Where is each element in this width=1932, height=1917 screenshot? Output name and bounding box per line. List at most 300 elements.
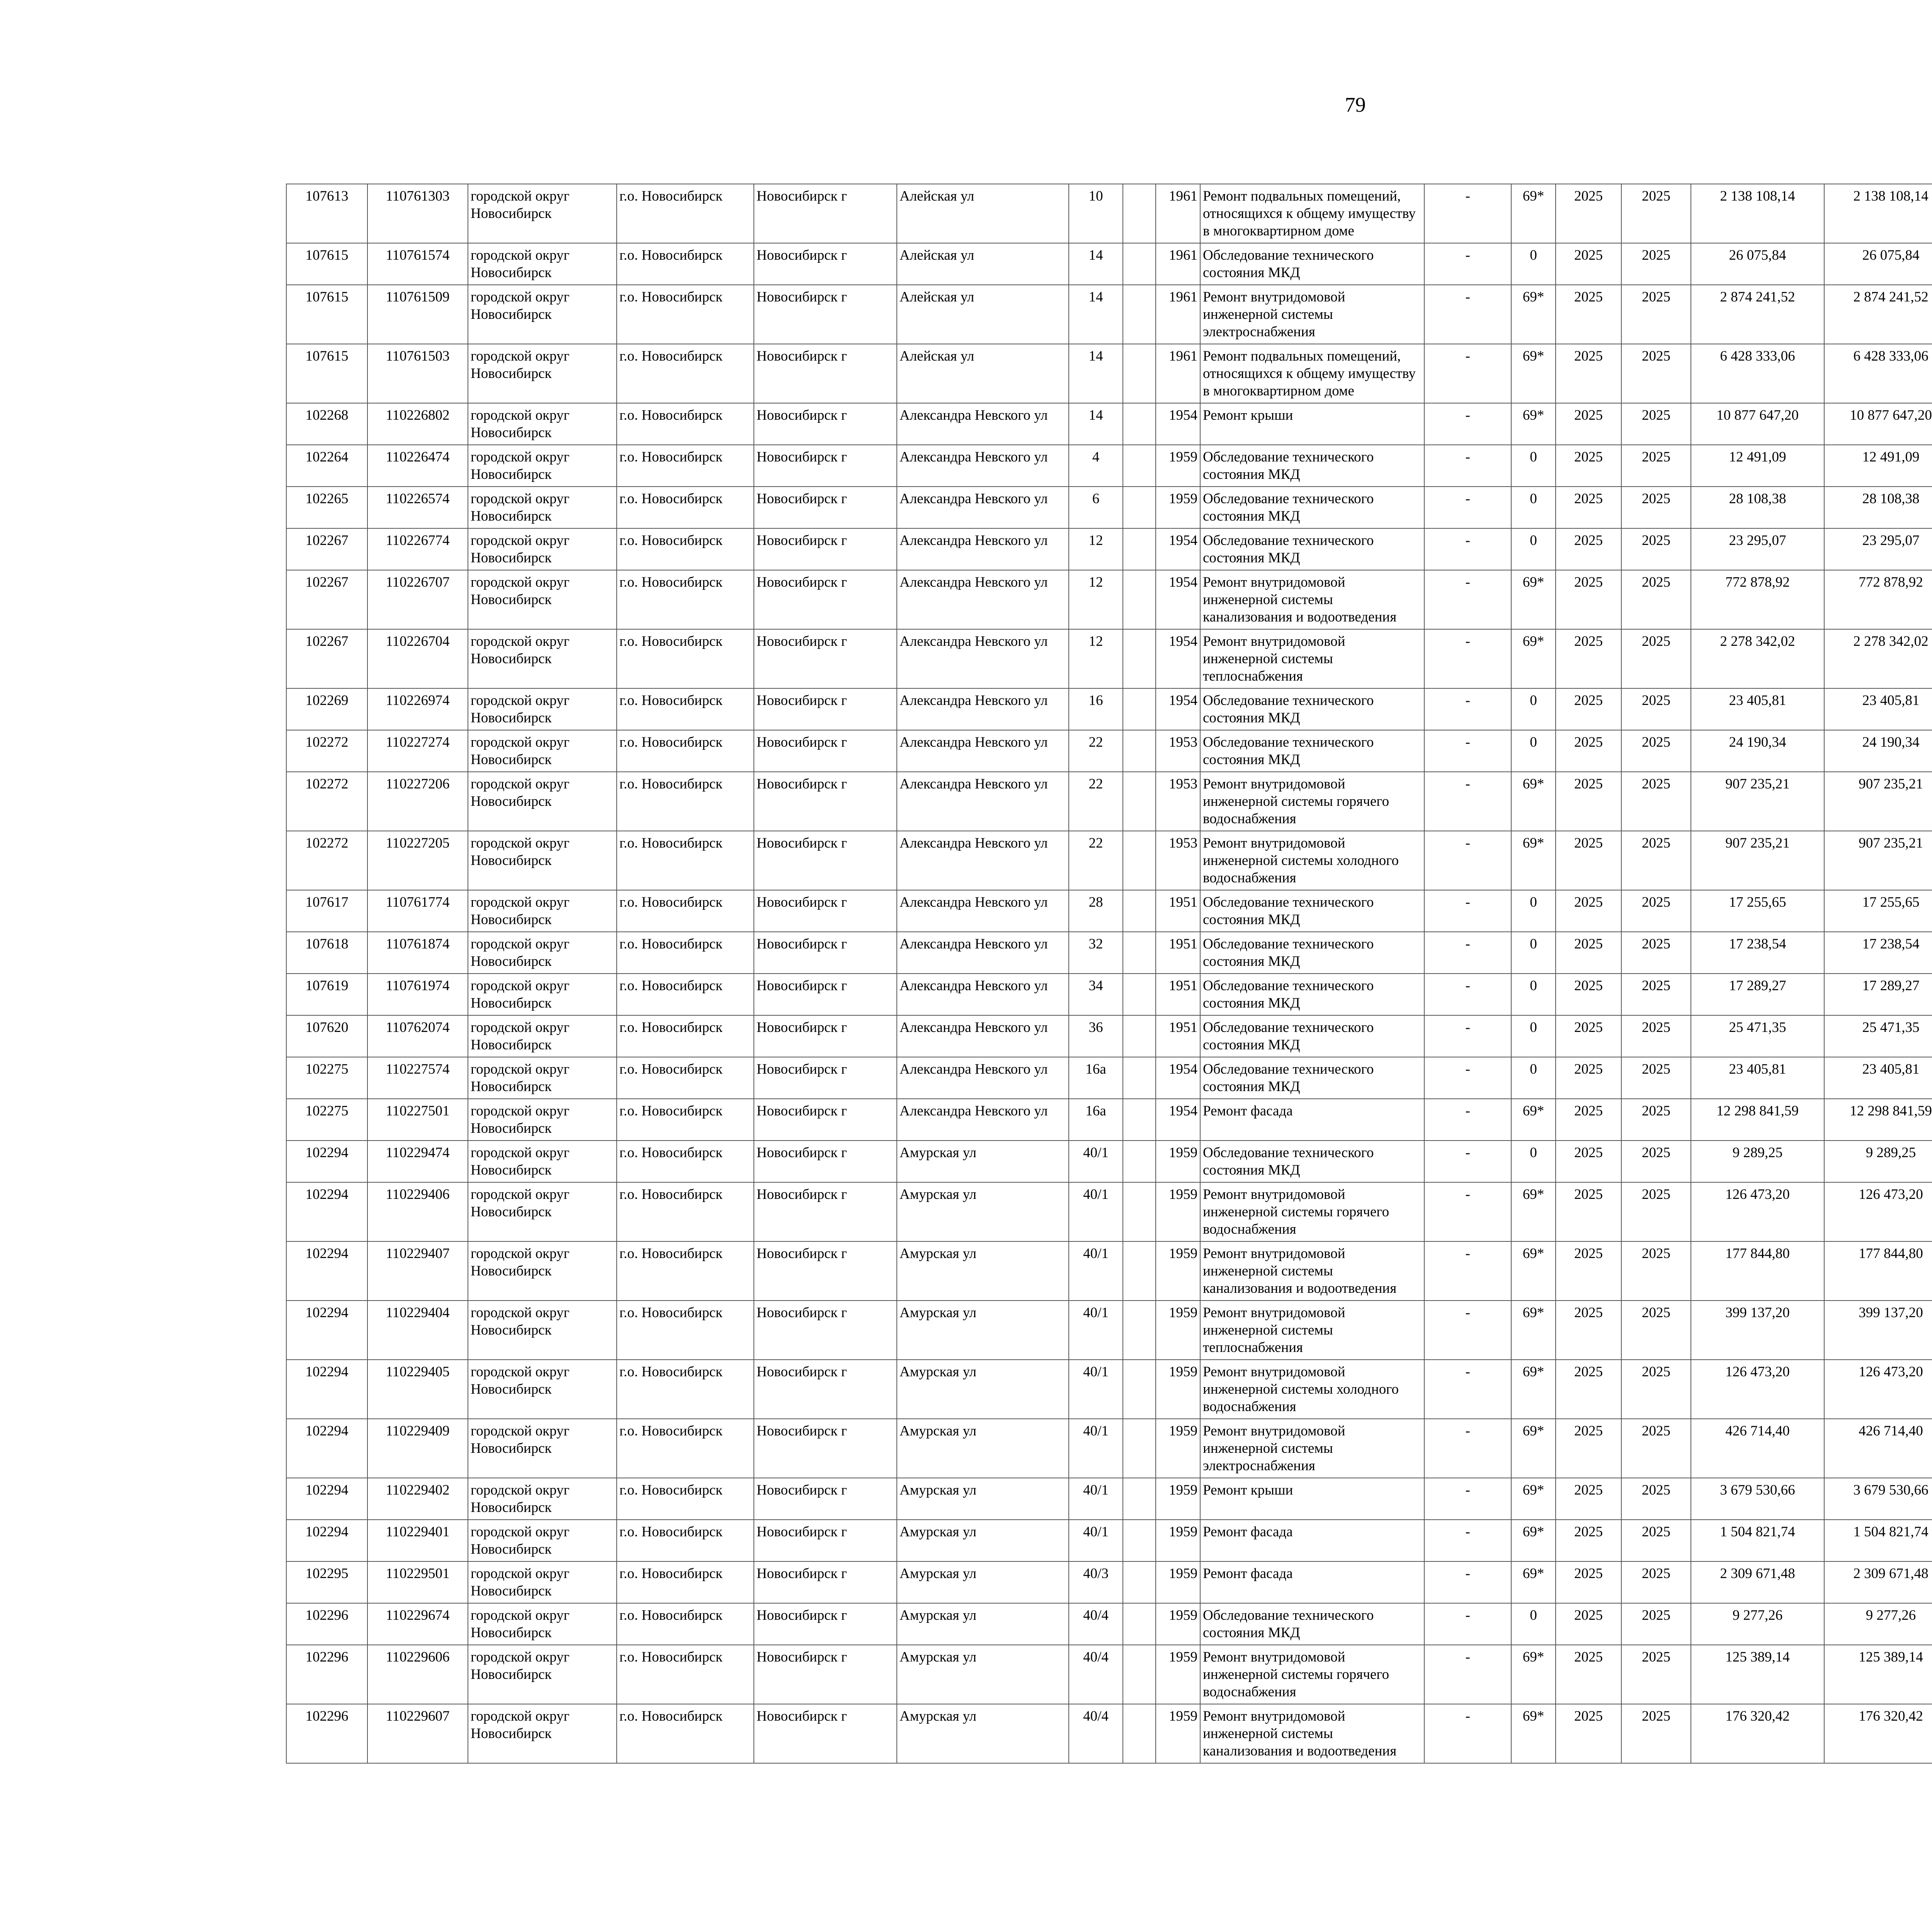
cell-house-number: 40/4 [1069, 1603, 1123, 1645]
cell-year-end: 2025 [1621, 487, 1691, 528]
cell-city-district: г.о. Новосибирск [617, 629, 754, 688]
cell-year-built: 1954 [1156, 629, 1200, 688]
cell-fund-cost: 907 235,21 [1824, 831, 1932, 890]
cell-year-start: 2025 [1556, 1301, 1621, 1360]
cell-house-id: 102294 [286, 1241, 367, 1301]
cell-work-id: 110229405 [367, 1360, 468, 1419]
cell-year-end: 2025 [1621, 184, 1691, 243]
table-row [286, 932, 1932, 974]
cell-building [1123, 831, 1156, 890]
cell-street: Алейская ул [897, 243, 1069, 285]
cell-city-district: г.о. Новосибирск [617, 1520, 754, 1561]
cell-city-district: г.о. Новосибирск [617, 1099, 754, 1141]
cell-work-type: Ремонт внутридомовой инженерной системы горячего водоснабжения [1200, 1645, 1424, 1704]
cell-wear-percent: 69* [1511, 1478, 1556, 1520]
cell-col-dash: - [1424, 285, 1511, 344]
cell-settlement: Новосибирск г [754, 890, 897, 932]
cell-total-cost: 1 504 821,74 [1691, 1520, 1824, 1561]
cell-work-id: 110226704 [367, 629, 468, 688]
cell-year-start: 2025 [1556, 1015, 1621, 1057]
cell-col-dash: - [1424, 772, 1511, 831]
cell-col-dash: - [1424, 445, 1511, 487]
table-row [286, 1301, 1932, 1360]
cell-total-cost: 399 137,20 [1691, 1301, 1824, 1360]
cell-building [1123, 1360, 1156, 1419]
table-row [286, 1419, 1932, 1478]
cell-work-id: 110761503 [367, 344, 468, 403]
cell-total-cost: 2 278 342,02 [1691, 629, 1824, 688]
cell-street: Александра Невского ул [897, 1099, 1069, 1141]
cell-work-type: Ремонт внутридомовой инженерной системы канализования и водоотведения [1200, 1704, 1424, 1763]
cell-col-dash: - [1424, 570, 1511, 629]
cell-fund-cost: 23 295,07 [1824, 528, 1932, 570]
cell-year-start: 2025 [1556, 1478, 1621, 1520]
cell-total-cost: 17 238,54 [1691, 932, 1824, 974]
cell-work-type: Ремонт внутридомовой инженерной системы электроснабжения [1200, 285, 1424, 344]
cell-wear-percent: 69* [1511, 1561, 1556, 1603]
cell-year-start: 2025 [1556, 629, 1621, 688]
cell-total-cost: 28 108,38 [1691, 487, 1824, 528]
cell-year-end: 2025 [1621, 285, 1691, 344]
cell-house-id: 102296 [286, 1704, 367, 1763]
cell-street: Александра Невского ул [897, 890, 1069, 932]
cell-wear-percent: 69* [1511, 1360, 1556, 1419]
cell-work-id: 110227206 [367, 772, 468, 831]
cell-total-cost: 126 473,20 [1691, 1360, 1824, 1419]
cell-total-cost: 176 320,42 [1691, 1704, 1824, 1763]
cell-year-start: 2025 [1556, 1141, 1621, 1182]
cell-wear-percent: 69* [1511, 1182, 1556, 1241]
cell-year-built: 1953 [1156, 730, 1200, 772]
cell-settlement: Новосибирск г [754, 1241, 897, 1301]
cell-house-number: 40/3 [1069, 1561, 1123, 1603]
cell-year-built: 1959 [1156, 1141, 1200, 1182]
cell-total-cost: 126 473,20 [1691, 1182, 1824, 1241]
cell-house-id: 107617 [286, 890, 367, 932]
cell-total-cost: 26 075,84 [1691, 243, 1824, 285]
cell-col-dash: - [1424, 1241, 1511, 1301]
cell-work-type: Ремонт подвальных помещений, относящихся к общему имуществу в многоквартирном доме [1200, 344, 1424, 403]
cell-city-district: г.о. Новосибирск [617, 344, 754, 403]
cell-house-id: 102272 [286, 772, 367, 831]
cell-municipality: городской округ Новосибирск [468, 1360, 617, 1419]
cell-work-type: Ремонт крыши [1200, 1478, 1424, 1520]
cell-year-start: 2025 [1556, 932, 1621, 974]
cell-house-id: 102275 [286, 1057, 367, 1099]
cell-city-district: г.о. Новосибирск [617, 688, 754, 730]
cell-fund-cost: 126 473,20 [1824, 1182, 1932, 1241]
cell-city-district: г.о. Новосибирск [617, 1704, 754, 1763]
cell-year-end: 2025 [1621, 629, 1691, 688]
table-row [286, 184, 1932, 243]
cell-col-dash: - [1424, 890, 1511, 932]
cell-house-id: 102294 [286, 1141, 367, 1182]
cell-house-number: 40/1 [1069, 1241, 1123, 1301]
cell-col-dash: - [1424, 487, 1511, 528]
cell-building [1123, 1182, 1156, 1241]
cell-work-type: Обследование технического состояния МКД [1200, 528, 1424, 570]
cell-total-cost: 6 428 333,06 [1691, 344, 1824, 403]
cell-house-number: 4 [1069, 445, 1123, 487]
cell-col-dash: - [1424, 184, 1511, 243]
cell-wear-percent: 69* [1511, 1645, 1556, 1704]
cell-settlement: Новосибирск г [754, 445, 897, 487]
cell-street: Александра Невского ул [897, 629, 1069, 688]
cell-settlement: Новосибирск г [754, 1603, 897, 1645]
cell-fund-cost: 12 491,09 [1824, 445, 1932, 487]
cell-municipality: городской округ Новосибирск [468, 974, 617, 1015]
cell-building [1123, 1301, 1156, 1360]
cell-house-id: 107613 [286, 184, 367, 243]
cell-year-built: 1954 [1156, 1057, 1200, 1099]
cell-city-district: г.о. Новосибирск [617, 730, 754, 772]
cell-wear-percent: 0 [1511, 974, 1556, 1015]
cell-municipality: городской округ Новосибирск [468, 831, 617, 890]
table-row [286, 1561, 1932, 1603]
cell-house-number: 40/4 [1069, 1645, 1123, 1704]
cell-work-id: 110227274 [367, 730, 468, 772]
cell-building [1123, 403, 1156, 445]
cell-col-dash: - [1424, 730, 1511, 772]
cell-settlement: Новосибирск г [754, 1057, 897, 1099]
cell-fund-cost: 9 289,25 [1824, 1141, 1932, 1182]
cell-year-start: 2025 [1556, 1603, 1621, 1645]
cell-year-end: 2025 [1621, 1520, 1691, 1561]
cell-fund-cost: 12 298 841,59 [1824, 1099, 1932, 1141]
cell-wear-percent: 69* [1511, 831, 1556, 890]
table-row [286, 1241, 1932, 1301]
cell-street: Александра Невского ул [897, 1057, 1069, 1099]
cell-work-type: Обследование технического состояния МКД [1200, 487, 1424, 528]
cell-building [1123, 974, 1156, 1015]
cell-municipality: городской округ Новосибирск [468, 445, 617, 487]
cell-year-built: 1951 [1156, 974, 1200, 1015]
cell-fund-cost: 2 138 108,14 [1824, 184, 1932, 243]
cell-work-id: 110229409 [367, 1419, 468, 1478]
cell-fund-cost: 24 190,34 [1824, 730, 1932, 772]
cell-year-end: 2025 [1621, 570, 1691, 629]
cell-work-type: Обследование технического состояния МКД [1200, 932, 1424, 974]
cell-city-district: г.о. Новосибирск [617, 1015, 754, 1057]
cell-municipality: городской округ Новосибирск [468, 1057, 617, 1099]
cell-work-id: 110229474 [367, 1141, 468, 1182]
cell-fund-cost: 23 405,81 [1824, 688, 1932, 730]
cell-wear-percent: 0 [1511, 445, 1556, 487]
cell-year-start: 2025 [1556, 445, 1621, 487]
cell-work-type: Ремонт внутридомовой инженерной системы горячего водоснабжения [1200, 772, 1424, 831]
cell-municipality: городской округ Новосибирск [468, 1015, 617, 1057]
cell-settlement: Новосибирск г [754, 831, 897, 890]
cell-street: Александра Невского ул [897, 1015, 1069, 1057]
cell-work-id: 110229406 [367, 1182, 468, 1241]
cell-total-cost: 9 277,26 [1691, 1603, 1824, 1645]
table-row [286, 243, 1932, 285]
table-row [286, 528, 1932, 570]
table-row [286, 1603, 1932, 1645]
cell-year-end: 2025 [1621, 1241, 1691, 1301]
cell-building [1123, 1419, 1156, 1478]
cell-settlement: Новосибирск г [754, 1182, 897, 1241]
cell-house-number: 16а [1069, 1099, 1123, 1141]
cell-year-end: 2025 [1621, 1704, 1691, 1763]
cell-city-district: г.о. Новосибирск [617, 831, 754, 890]
cell-year-start: 2025 [1556, 974, 1621, 1015]
cell-house-id: 102296 [286, 1645, 367, 1704]
cell-year-end: 2025 [1621, 445, 1691, 487]
cell-settlement: Новосибирск г [754, 1360, 897, 1419]
cell-street: Александра Невского ул [897, 730, 1069, 772]
capital-repair-table [286, 184, 1932, 1764]
cell-total-cost: 426 714,40 [1691, 1419, 1824, 1478]
cell-fund-cost: 28 108,38 [1824, 487, 1932, 528]
cell-settlement: Новосибирск г [754, 403, 897, 445]
cell-col-dash: - [1424, 1182, 1511, 1241]
cell-total-cost: 177 844,80 [1691, 1241, 1824, 1301]
cell-building [1123, 1099, 1156, 1141]
cell-house-id: 102294 [286, 1419, 367, 1478]
cell-street: Александра Невского ул [897, 570, 1069, 629]
cell-municipality: городской округ Новосибирск [468, 1520, 617, 1561]
cell-building [1123, 528, 1156, 570]
cell-work-type: Ремонт внутридомовой инженерной системы горячего водоснабжения [1200, 1182, 1424, 1241]
cell-house-id: 102295 [286, 1561, 367, 1603]
table-row [286, 1704, 1932, 1763]
cell-house-id: 107615 [286, 344, 367, 403]
cell-house-number: 32 [1069, 932, 1123, 974]
cell-year-end: 2025 [1621, 1057, 1691, 1099]
cell-work-type: Ремонт фасада [1200, 1520, 1424, 1561]
cell-building [1123, 1057, 1156, 1099]
table-row [286, 285, 1932, 344]
cell-city-district: г.о. Новосибирск [617, 890, 754, 932]
cell-year-end: 2025 [1621, 1141, 1691, 1182]
cell-work-type: Обследование технического состояния МКД [1200, 890, 1424, 932]
cell-wear-percent: 69* [1511, 1419, 1556, 1478]
cell-year-built: 1959 [1156, 487, 1200, 528]
cell-work-type: Ремонт внутридомовой инженерной системы канализования и водоотведения [1200, 1241, 1424, 1301]
cell-house-number: 22 [1069, 730, 1123, 772]
cell-wear-percent: 0 [1511, 243, 1556, 285]
cell-year-end: 2025 [1621, 1099, 1691, 1141]
cell-house-number: 12 [1069, 629, 1123, 688]
cell-work-id: 110226574 [367, 487, 468, 528]
cell-street: Амурская ул [897, 1301, 1069, 1360]
cell-col-dash: - [1424, 974, 1511, 1015]
cell-city-district: г.о. Новосибирск [617, 528, 754, 570]
cell-col-dash: - [1424, 344, 1511, 403]
cell-house-id: 102294 [286, 1478, 367, 1520]
cell-municipality: городской округ Новосибирск [468, 1478, 617, 1520]
table-row [286, 1478, 1932, 1520]
cell-fund-cost: 426 714,40 [1824, 1419, 1932, 1478]
cell-fund-cost: 3 679 530,66 [1824, 1478, 1932, 1520]
cell-work-id: 110761974 [367, 974, 468, 1015]
cell-building [1123, 184, 1156, 243]
table-row [286, 1141, 1932, 1182]
cell-street: Амурская ул [897, 1182, 1069, 1241]
cell-col-dash: - [1424, 1478, 1511, 1520]
cell-house-id: 102296 [286, 1603, 367, 1645]
cell-work-id: 110761303 [367, 184, 468, 243]
cell-wear-percent: 69* [1511, 1099, 1556, 1141]
cell-settlement: Новосибирск г [754, 285, 897, 344]
cell-street: Александра Невского ул [897, 445, 1069, 487]
cell-municipality: городской округ Новосибирск [468, 688, 617, 730]
cell-house-number: 28 [1069, 890, 1123, 932]
table-row [286, 831, 1932, 890]
cell-fund-cost: 125 389,14 [1824, 1645, 1932, 1704]
cell-wear-percent: 0 [1511, 890, 1556, 932]
cell-work-type: Обследование технического состояния МКД [1200, 1603, 1424, 1645]
cell-year-built: 1959 [1156, 1241, 1200, 1301]
cell-fund-cost: 2 309 671,48 [1824, 1561, 1932, 1603]
cell-fund-cost: 9 277,26 [1824, 1603, 1932, 1645]
cell-col-dash: - [1424, 1603, 1511, 1645]
cell-street: Амурская ул [897, 1141, 1069, 1182]
cell-settlement: Новосибирск г [754, 1301, 897, 1360]
table-row [286, 403, 1932, 445]
cell-year-end: 2025 [1621, 1603, 1691, 1645]
cell-total-cost: 10 877 647,20 [1691, 403, 1824, 445]
cell-year-end: 2025 [1621, 528, 1691, 570]
cell-year-start: 2025 [1556, 1360, 1621, 1419]
cell-total-cost: 125 389,14 [1691, 1645, 1824, 1704]
cell-house-id: 102267 [286, 528, 367, 570]
cell-settlement: Новосибирск г [754, 1419, 897, 1478]
cell-municipality: городской округ Новосибирск [468, 570, 617, 629]
cell-municipality: городской округ Новосибирск [468, 403, 617, 445]
cell-house-id: 107615 [286, 243, 367, 285]
cell-year-built: 1961 [1156, 184, 1200, 243]
cell-building [1123, 1561, 1156, 1603]
cell-year-built: 1954 [1156, 570, 1200, 629]
cell-col-dash: - [1424, 1520, 1511, 1561]
cell-municipality: городской округ Новосибирск [468, 1603, 617, 1645]
cell-settlement: Новосибирск г [754, 629, 897, 688]
cell-fund-cost: 126 473,20 [1824, 1360, 1932, 1419]
cell-wear-percent: 69* [1511, 1704, 1556, 1763]
cell-col-dash: - [1424, 932, 1511, 974]
cell-total-cost: 3 679 530,66 [1691, 1478, 1824, 1520]
table-row [286, 1182, 1932, 1241]
cell-street: Александра Невского ул [897, 831, 1069, 890]
cell-year-built: 1961 [1156, 243, 1200, 285]
cell-settlement: Новосибирск г [754, 528, 897, 570]
cell-house-number: 14 [1069, 403, 1123, 445]
cell-street: Амурская ул [897, 1241, 1069, 1301]
cell-wear-percent: 69* [1511, 285, 1556, 344]
cell-building [1123, 445, 1156, 487]
cell-building [1123, 932, 1156, 974]
cell-work-id: 110227205 [367, 831, 468, 890]
cell-municipality: городской округ Новосибирск [468, 285, 617, 344]
cell-work-id: 110226802 [367, 403, 468, 445]
cell-col-dash: - [1424, 1141, 1511, 1182]
cell-wear-percent: 69* [1511, 184, 1556, 243]
cell-settlement: Новосибирск г [754, 243, 897, 285]
cell-settlement: Новосибирск г [754, 570, 897, 629]
cell-total-cost: 17 255,65 [1691, 890, 1824, 932]
cell-wear-percent: 0 [1511, 528, 1556, 570]
cell-year-built: 1954 [1156, 528, 1200, 570]
cell-work-type: Ремонт внутридомовой инженерной системы теплоснабжения [1200, 1301, 1424, 1360]
cell-house-id: 107618 [286, 932, 367, 974]
cell-work-type: Обследование технического состояния МКД [1200, 1015, 1424, 1057]
cell-municipality: городской округ Новосибирск [468, 1301, 617, 1360]
cell-year-built: 1961 [1156, 344, 1200, 403]
cell-settlement: Новосибирск г [754, 487, 897, 528]
cell-municipality: городской округ Новосибирск [468, 1561, 617, 1603]
cell-building [1123, 629, 1156, 688]
cell-house-id: 102275 [286, 1099, 367, 1141]
cell-city-district: г.о. Новосибирск [617, 445, 754, 487]
cell-building [1123, 344, 1156, 403]
cell-wear-percent: 69* [1511, 344, 1556, 403]
cell-municipality: городской округ Новосибирск [468, 730, 617, 772]
cell-year-end: 2025 [1621, 1561, 1691, 1603]
cell-building [1123, 1645, 1156, 1704]
table-row [286, 1360, 1932, 1419]
cell-house-id: 107615 [286, 285, 367, 344]
cell-work-id: 110227574 [367, 1057, 468, 1099]
cell-street: Александра Невского ул [897, 688, 1069, 730]
cell-city-district: г.о. Новосибирск [617, 487, 754, 528]
cell-wear-percent: 69* [1511, 1301, 1556, 1360]
cell-year-built: 1959 [1156, 1182, 1200, 1241]
cell-building [1123, 1141, 1156, 1182]
cell-house-id: 102294 [286, 1182, 367, 1241]
cell-wear-percent: 69* [1511, 772, 1556, 831]
cell-total-cost: 23 405,81 [1691, 1057, 1824, 1099]
cell-city-district: г.о. Новосибирск [617, 1360, 754, 1419]
cell-work-id: 110761774 [367, 890, 468, 932]
cell-wear-percent: 69* [1511, 1520, 1556, 1561]
cell-year-end: 2025 [1621, 688, 1691, 730]
cell-street: Амурская ул [897, 1360, 1069, 1419]
cell-fund-cost: 399 137,20 [1824, 1301, 1932, 1360]
cell-municipality: городской округ Новосибирск [468, 184, 617, 243]
cell-fund-cost: 2 278 342,02 [1824, 629, 1932, 688]
cell-work-type: Обследование технического состояния МКД [1200, 1141, 1424, 1182]
cell-year-built: 1954 [1156, 403, 1200, 445]
cell-city-district: г.о. Новосибирск [617, 1182, 754, 1241]
cell-year-end: 2025 [1621, 730, 1691, 772]
cell-year-built: 1959 [1156, 1360, 1200, 1419]
cell-year-built: 1959 [1156, 1419, 1200, 1478]
cell-wear-percent: 0 [1511, 730, 1556, 772]
cell-wear-percent: 0 [1511, 1603, 1556, 1645]
cell-city-district: г.о. Новосибирск [617, 932, 754, 974]
cell-city-district: г.о. Новосибирск [617, 1301, 754, 1360]
cell-house-id: 102294 [286, 1520, 367, 1561]
cell-building [1123, 487, 1156, 528]
cell-year-start: 2025 [1556, 487, 1621, 528]
table-row [286, 344, 1932, 403]
cell-house-number: 40/1 [1069, 1478, 1123, 1520]
cell-municipality: городской округ Новосибирск [468, 629, 617, 688]
cell-fund-cost: 23 405,81 [1824, 1057, 1932, 1099]
cell-settlement: Новосибирск г [754, 688, 897, 730]
cell-work-id: 110761874 [367, 932, 468, 974]
cell-year-end: 2025 [1621, 1182, 1691, 1241]
cell-building [1123, 688, 1156, 730]
cell-house-number: 40/1 [1069, 1141, 1123, 1182]
cell-house-id: 102294 [286, 1301, 367, 1360]
cell-house-id: 107619 [286, 974, 367, 1015]
cell-settlement: Новосибирск г [754, 1141, 897, 1182]
cell-settlement: Новосибирск г [754, 184, 897, 243]
cell-year-built: 1959 [1156, 1478, 1200, 1520]
